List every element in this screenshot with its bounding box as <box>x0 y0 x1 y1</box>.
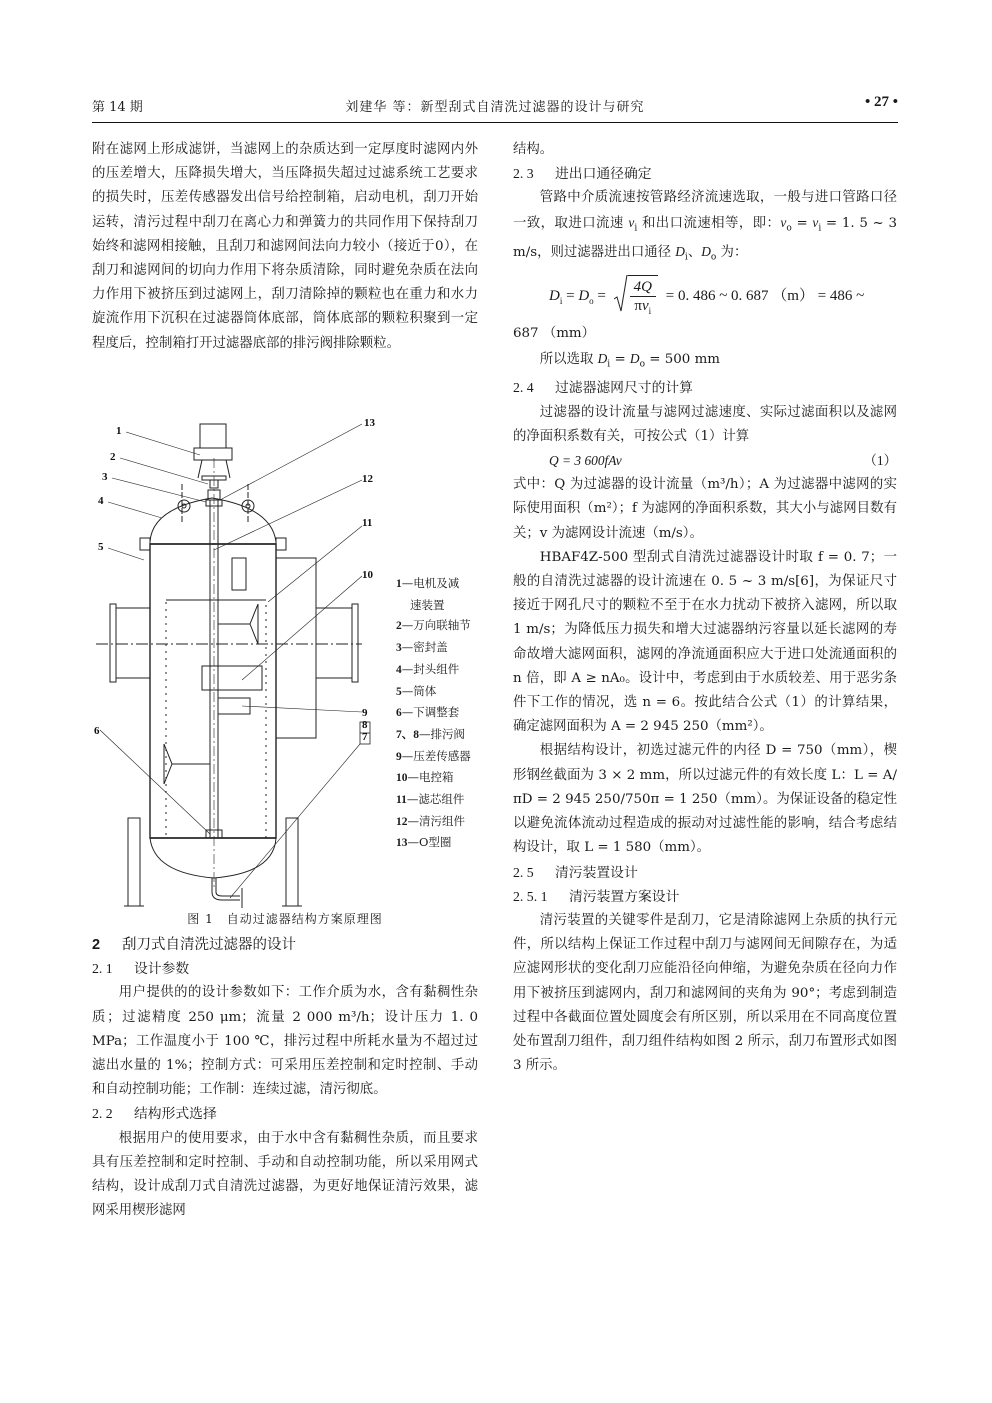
bottom-dish <box>150 838 276 878</box>
paragraph: 用户提供的的设计参数如下：工作介质为水，含有黏稠性杂质；过滤精度 250 μm；流量 2 000 m³/h；设计压力 1. 0 MPa；工作温度小于 100 ℃，排污过程中所耗水量为不超过过滤出水量的 1%；控制方式：可采用压差控制和定时控制、手动和自动控制功能；工作制：连续过滤，清污彻底。 <box>92 985 478 1098</box>
leg-left <box>128 818 140 906</box>
callout-8: 8 <box>362 719 368 731</box>
equation-1: Q = 3 600fAv （1） <box>549 453 897 469</box>
legend-item: 12—清污组件 <box>396 813 465 828</box>
subsection-heading: 2. 2 结构形式选择 <box>92 1106 217 1123</box>
legend-item: 1—电机及减 <box>396 576 460 590</box>
paragraph: 根据结构设计，初选过滤元件的内径 D = 750（mm），楔形钢丝截面为 3 × 2 mm，所以过滤元件的有效长度 L：L = A/πD = 2 945 250/750π = 1 250（mm）。为保证设备的稳定性以避免流体流动过程造成的振动对过滤性能的影响，结合考虑结构设计，取 L = 1 580（mm）。 <box>513 743 897 856</box>
callout-2: 2 <box>110 451 116 463</box>
page-number: • 27 • <box>864 94 898 110</box>
paragraph: 清污装置的关键零件是刮刀，它是清除滤网上杂质的执行元件，所以结构上保证工作过程中刮刀与滤网间无间隙存在，为适应滤网形状的变化刮刀应能沿径向伸缩，为避免杂质在径向力作用下被挤压到滤网内，刮刀和滤网间的夹角为 90°；考虑到制造过程中各截面位置处圆度会有所区别，所以采用在不同高度位置处布置刮刀组件，刮刀组件结构如图 2 所示，刮刀布置形式如图 3 所示。 <box>513 912 897 1074</box>
callout-7: 7 <box>362 731 368 743</box>
figure-legend <box>396 573 471 854</box>
subsection-heading: 2. 5 清污装置设计 <box>513 864 638 881</box>
head-dome <box>150 498 276 542</box>
legend-item: 11—滤芯组件 <box>396 792 465 807</box>
issue-number: 第 14 期 <box>92 100 143 115</box>
callout-12: 12 <box>362 473 373 485</box>
header-rule <box>92 122 898 123</box>
legend-item: 9—压差传感器 <box>396 748 471 763</box>
reducer <box>194 448 232 460</box>
leg-right <box>286 818 298 906</box>
paragraph: 管路中介质流速按管路经济流速选取，一般与进口管路口径一致，取进口流速 $v_i$ 和出口流速相等，即：$v_o = v_i = 1$. 5 ~ 3 m/s，则过滤器进出口通径 $D_i$、$D_o$ 为： <box>513 190 897 264</box>
paragraph: 式中：Q 为过滤器的设计流量（m³/h）；A 为过滤器中滤网的实际使用面积（m²）；f 为滤网的净面积系数，其大小与滤网目数有关；v 为滤网设计流速（m/s）。 <box>513 477 897 541</box>
callout-10: 10 <box>362 569 373 581</box>
left-column-lower <box>92 933 478 1223</box>
legend-item: 4—封头组件 <box>396 661 460 676</box>
motor <box>200 424 226 448</box>
selection-line: 所以选取 $D_i = D_o = 500$ mm <box>539 350 720 370</box>
legend-item: 5—筒体 <box>396 683 437 698</box>
legend-item: 3—密封盖 <box>396 640 448 655</box>
sqrt-expression: $\frac{4Q}{\pi v_i}$ <box>614 271 658 323</box>
paragraph: 根据用户的使用要求，由于水中含有黏稠性杂质，而且要求具有压差控制和定时控制、手动和自动控制功能，所以采用网式结构，设计成刮刀式自清洗过滤器，为更好地保证清污效果，滤网采用楔形滤网 <box>92 1130 478 1219</box>
subsection-heading: 2. 3 进出口通径确定 <box>513 166 652 183</box>
section-heading: 2 刮刀式自清洗过滤器的设计 <box>92 937 296 953</box>
running-title: 刘建华 等：新型刮式自清洗过滤器的设计与研究 <box>345 100 645 115</box>
left-column <box>92 138 478 356</box>
intro-paragraph: 附在滤网上形成滤饼，当滤网上的杂质达到一定厚度时滤网内外的压差增大，压降损失增大，当压降损失超过过滤系统工艺要求的损失时，压差传感器发出信号给控制箱，启动电机，刮刀开始运转，清污过程中刮刀在离心力和弹簧力的共同作用下保持刮刀始终和滤网相接触，且刮刀和滤网间法向力较小（接近于0），在刮刀和滤网间的切向力作用下将杂质清除，同时避免杂质在法向力作用下被挤压到过滤网上，刮刀清除掉的颗粒也在重力和水力旋流作用下沉积在过滤器筒体底部，筒体底部的颗粒积聚到一定程度后，控制箱打开过滤器底部的排污阀排除颗粒。 <box>92 142 478 351</box>
right-column <box>513 138 897 1078</box>
shell <box>150 544 276 838</box>
callout-5: 5 <box>98 541 104 553</box>
callout-3: 3 <box>102 471 108 483</box>
legend-item: 13—O型圈 <box>396 835 452 850</box>
legend-item-cont: 速装置 <box>410 597 445 612</box>
filter-element <box>166 600 266 838</box>
subsection-heading: 2. 1 设计参数 <box>92 961 190 978</box>
subsection-heading: 2. 4 过滤器滤网尺寸的计算 <box>513 380 693 397</box>
legend-item: 7、8—排污阀 <box>396 726 465 741</box>
callout-1: 1 <box>116 425 122 437</box>
paragraph: 过滤器的设计流量与滤网过滤速度、实际过滤面积以及滤网的净面积系数有关，可按公式（1）计算 <box>513 404 897 444</box>
control-box <box>276 558 316 738</box>
legend-item: 10—电控箱 <box>396 770 454 785</box>
running-header <box>92 96 898 118</box>
callout-9: 9 <box>362 707 368 719</box>
callout-6: 6 <box>94 725 100 737</box>
formula-diameter: $D_i = D_o$ = $\frac{4Q}{\pi v_i}$ = 0. 486 ~ 0. 687 （m） = 486 ~ <box>549 270 897 322</box>
legend-item: 2—万向联轴节 <box>396 618 471 633</box>
callout-11: 11 <box>362 517 373 529</box>
paragraph: HBAF4Z-500 型刮式自清洗过滤器设计时取 f = 0. 7；一般的自清洗过滤器的设计流速在 0. 5 ~ 3 m/s[6]，为保证尺寸接近于网孔尺寸的颗粒不至于在水力扰动下被挤入滤网，所以取 1 m/s；为降低压力损失和增大过滤器纳污容量以延长滤网的寿命故增大滤网面积，滤网的净流通面积应大于进口处流通面积的 n 倍，即 A ≥ nA₀。设计中，考虑到由于水质较差、用于恶劣条件下工作的情况，选 n = 6。按此结合公式（1）的计算结果，确定滤网面积为 A = 2 945 250（mm²）。 <box>513 549 897 735</box>
callout-4: 4 <box>98 495 104 507</box>
callout-13: 13 <box>364 418 375 429</box>
paragraph: 结构。 <box>513 142 554 157</box>
figure-caption: 图 1 自动过滤器结构方案原理图 <box>187 912 383 926</box>
formula-continuation: 687 （mm） <box>513 326 595 342</box>
legend-item: 6—下调整套 <box>396 705 460 720</box>
subsubsection-heading: 2. 5. 1 清污装置方案设计 <box>513 888 680 905</box>
drain-pipe <box>212 878 240 900</box>
